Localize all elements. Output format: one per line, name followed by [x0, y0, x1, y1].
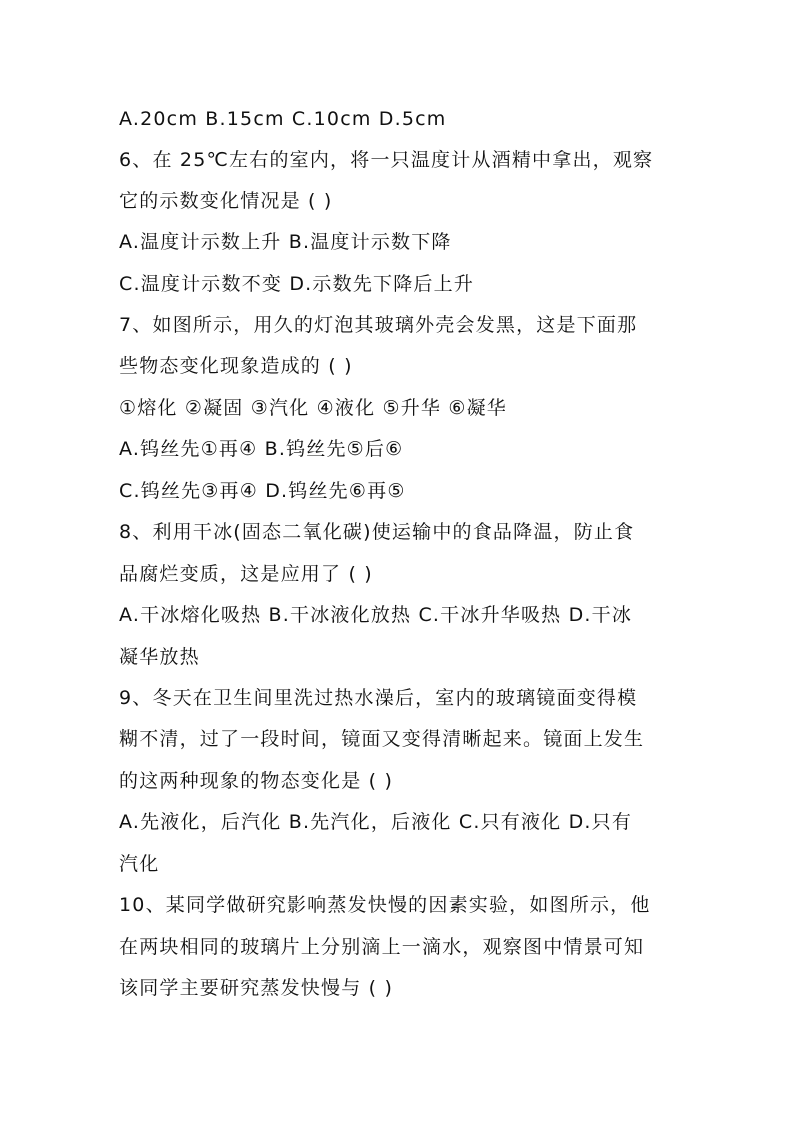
q8-stem-line-2: 品腐烂变质，这是应用了 ( )	[119, 563, 373, 585]
q7-stem-line-1: 7、如图所示，用久的灯泡其玻璃外壳会发黑，这是下面那	[119, 314, 638, 336]
q5-options-line: A.20cm B.15cm C.10cm D.5cm	[119, 108, 447, 130]
q6-options-line-2: C.温度计示数不变 D.示数先下降后上升	[119, 273, 475, 295]
q10-stem-line-2: 在两块相同的玻璃片上分别滴上一滴水，观察图中情景可知	[119, 936, 645, 958]
q7-choices-line: ①熔化 ②凝固 ③汽化 ④液化 ⑤升华 ⑥凝华	[119, 397, 507, 419]
q8-options-line-2: 凝华放热	[119, 646, 200, 668]
q8-options-line-1: A.干冰熔化吸热 B.干冰液化放热 C.干冰升华吸热 D.干冰	[119, 604, 633, 626]
q10-stem-line-1: 10、某同学做研究影响蒸发快慢的因素实验，如图所示，他	[119, 894, 651, 916]
q9-options-line-1: A.先液化，后汽化 B.先汽化，后液化 C.只有液化 D.只有	[119, 811, 633, 833]
q7-stem-line-2: 些物态变化现象造成的 ( )	[119, 355, 353, 377]
q9-stem-line-3: 的这两种现象的物态变化是 ( )	[119, 770, 394, 792]
q7-options-line-1: A.钨丝先①再④ B.钨丝先⑤后⑥	[119, 438, 404, 460]
q6-stem-line-2: 它的示数变化情况是 ( )	[119, 190, 333, 212]
q10-stem-line-3: 该同学主要研究蒸发快慢与 ( )	[119, 977, 394, 999]
q9-stem-line-2: 糊不清，过了一段时间，镜面又变得清晰起来。镜面上发生	[119, 728, 645, 750]
q6-options-line-1: A.温度计示数上升 B.温度计示数下降	[119, 231, 452, 253]
q6-stem-line-1: 6、在 25℃左右的室内，将一只温度计从酒精中拿出，观察	[119, 149, 654, 171]
q7-options-line-2: C.钨丝先③再④ D.钨丝先⑥再⑤	[119, 480, 406, 502]
q9-stem-line-1: 9、冬天在卫生间里洗过热水澡后，室内的玻璃镜面变得模	[119, 687, 638, 709]
q8-stem-line-1: 8、利用干冰(固态二氧化碳)使运输中的食品降温，防止食	[119, 521, 635, 543]
q9-options-line-2: 汽化	[119, 853, 160, 875]
